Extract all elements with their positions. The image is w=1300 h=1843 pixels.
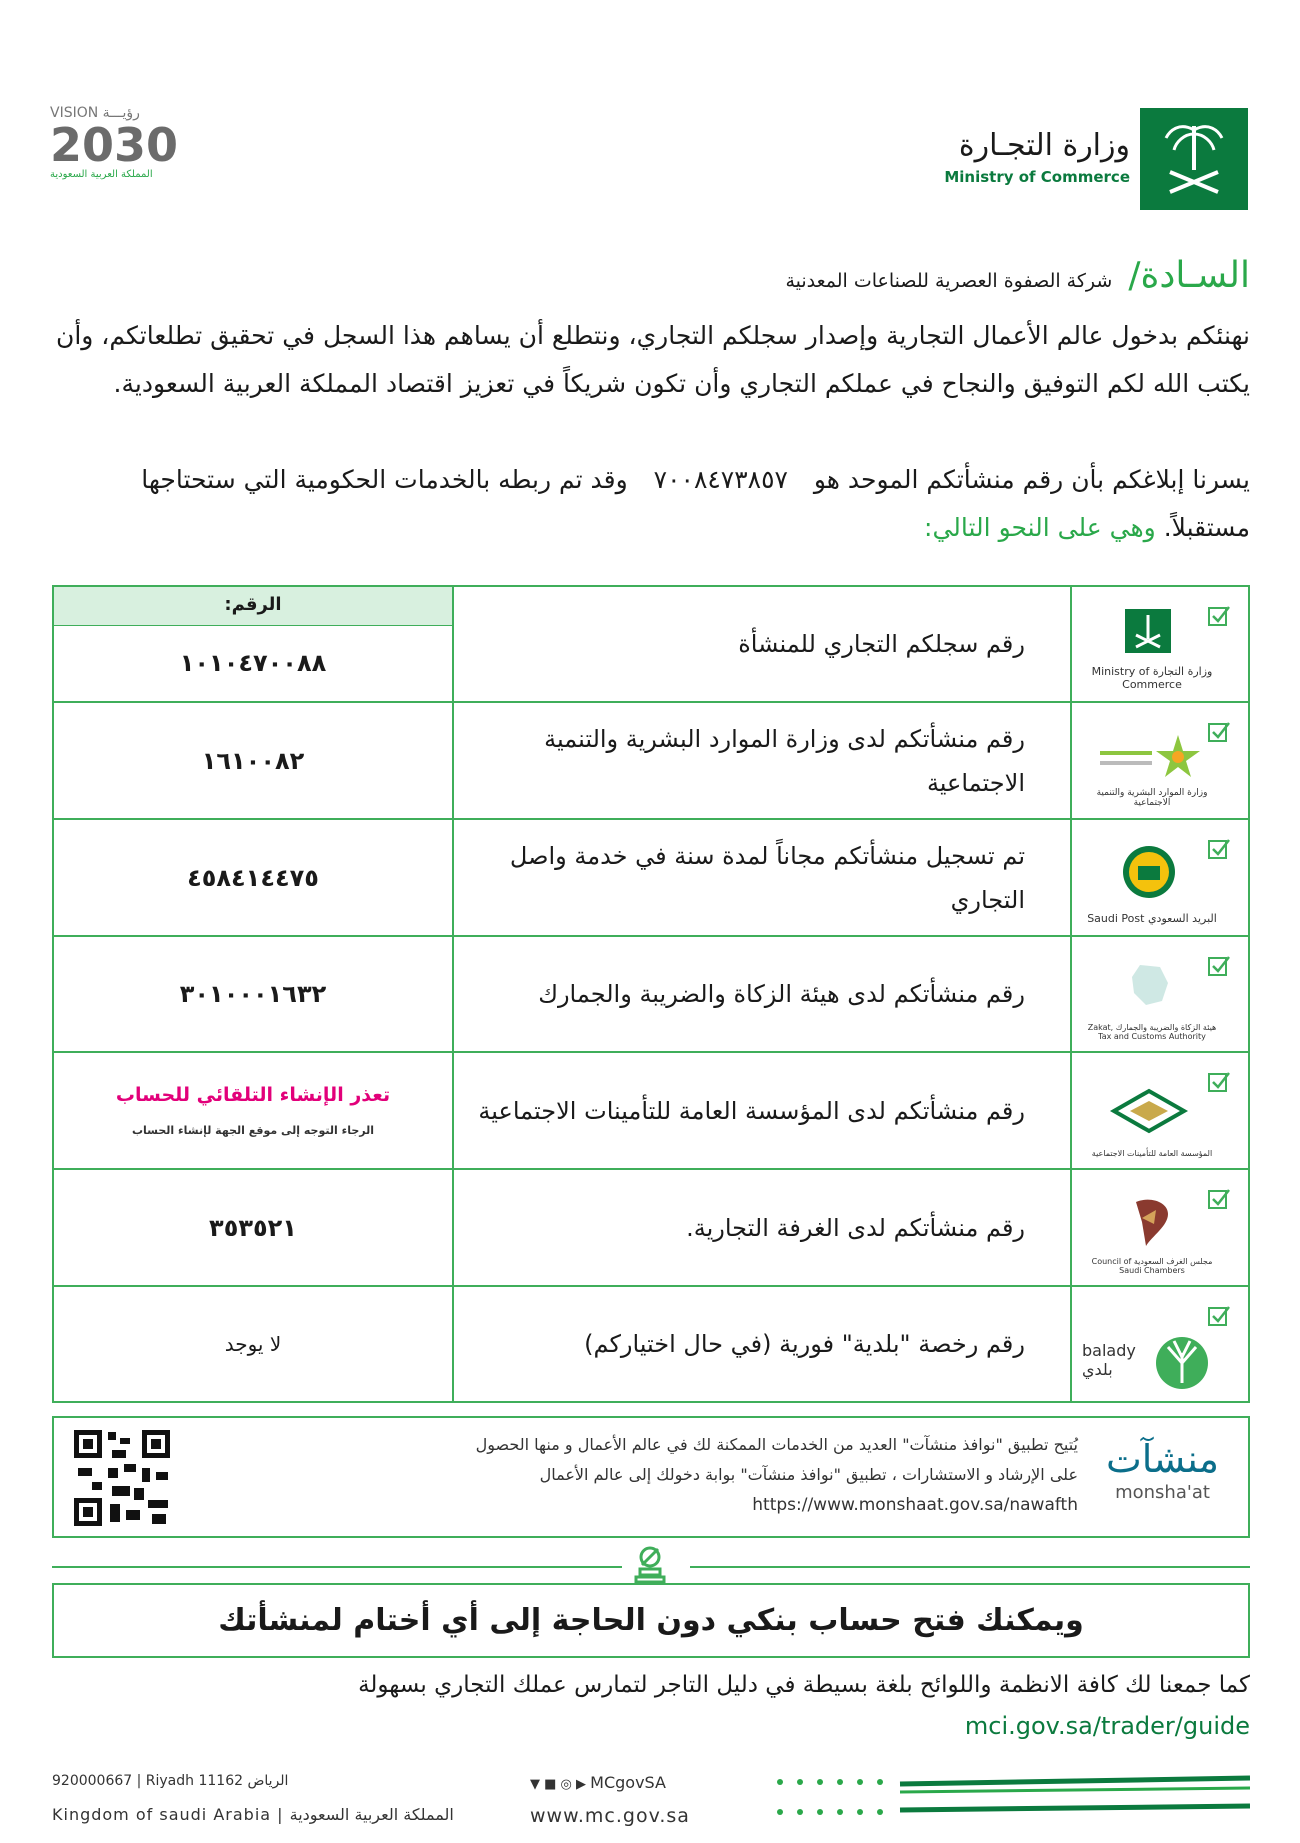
row-value: ٣٠١٠٠٠١٦٣٢ [179, 980, 327, 1008]
divider-left [52, 1566, 622, 1568]
divider-right [690, 1566, 1250, 1568]
salutation-title: السـادة/ [1128, 255, 1250, 296]
table-row [54, 820, 1248, 937]
row-label: رقم منشأتكم لدى هيئة الزكاة والضريبة والجمارك [452, 937, 1070, 1051]
number-column-header: الرقم: [54, 587, 452, 626]
row-logo-text: balady بلدي [1082, 1341, 1136, 1379]
footer-country: Kingdom of saudi Arabia | المملكة العربية السعودية [52, 1805, 454, 1824]
row-logo-text: مجلس الغرف السعودية Council of Saudi Chambers [1091, 1257, 1213, 1275]
zatca-map-icon [1090, 955, 1208, 1033]
hrsd-logo-cell [1070, 703, 1248, 818]
table-row [54, 1170, 1248, 1287]
gosi-logo-cell [1070, 1053, 1248, 1168]
checkbox-checked-icon [1208, 1071, 1230, 1093]
auto-creation-failed-text: تعذر الإنشاء التلقائي للحساب [115, 1084, 391, 1106]
checkbox-checked-icon [1208, 721, 1230, 743]
row-label: رقم منشأتكم لدى المؤسسة العامة للتأمينات الاجتماعية [452, 1053, 1070, 1168]
ministry-name-ar: وزارة التجـارة [958, 128, 1130, 163]
vision-sub: المملكة العربية السعودية [50, 169, 153, 180]
row-label: رقم رخصة "بلدية" فورية (في حال اختياركم) [452, 1287, 1070, 1401]
table-row [54, 1287, 1248, 1401]
company-name: شركة الصفوة العصرية للصناعات المعدنية [785, 270, 1113, 292]
trader-guide-text: كما جمعنا لك كافة الانظمة واللوائح بلغة بسيطة في دليل التاجر لتمارس عملك التجاري بسهولة [358, 1672, 1250, 1698]
saudi-post-icon [1090, 838, 1208, 916]
chambers-icon [1090, 1188, 1208, 1266]
table-row [54, 1053, 1248, 1170]
row-value: ١٦١٠٠٨٢ [201, 746, 305, 775]
row-logo-text: وزارة الموارد البشرية والتنمية الاجتماعية [1096, 788, 1208, 808]
unified-number: ٧٠٠٨٤٧٣٨٥٧ [653, 465, 788, 494]
monshaat-logo-ar: منشآت [1105, 1437, 1220, 1481]
monshaat-logo [1095, 1436, 1230, 1524]
social-handle[interactable]: MCgovSA [590, 1773, 666, 1792]
checkbox-checked-icon [1208, 838, 1230, 860]
row-logo-text: المؤسسة العامة للتأمينات الاجتماعية [1091, 1149, 1213, 1158]
unified-number-intro: يسرنا إبلاغكم بأن رقم منشأتكم الموحد هو [813, 465, 1250, 494]
row-logo-text: وزارة التجارة Ministry of Commerce [1091, 665, 1213, 691]
row-value: ١٠١٠٤٧٠٠٨٨ [179, 649, 327, 677]
ministry-emblem [1140, 108, 1248, 210]
trader-guide-link[interactable]: mci.gov.sa/trader/guide [964, 1712, 1250, 1740]
row-label: تم تسجيل منشأتكم مجاناً لمدة سنة في خدمة واصل التجاري [452, 820, 1070, 935]
ministry-commerce-logo-cell [1070, 587, 1248, 701]
checkbox-checked-icon [1208, 605, 1230, 627]
vision-2030-logo [50, 105, 200, 205]
unified-number-paragraph [55, 456, 1250, 552]
footer-website[interactable]: www.mc.gov.sa [530, 1805, 690, 1827]
monshaat-link[interactable]: https://www.monshaat.gov.sa/nawafth [752, 1495, 1078, 1515]
monshaat-line-1: يُتيح تطبيق "نوافذ منشآت" العديد من الخدمات الممكنة لك في عالم الأعمال و منها الحصول [475, 1435, 1078, 1454]
checkbox-checked-icon [1208, 1188, 1230, 1210]
services-intro: وهي على النحو التالي: [924, 513, 1156, 542]
social-icons[interactable]: ▼ ■ ◎ ▶ [530, 1777, 591, 1792]
bank-account-notice: ويمكنك فتح حساب بنكي دون الحاجة إلى أي أختام لمنشأتك [52, 1583, 1250, 1658]
unified-number-linked: وقد تم ربطه بالخدمات الحكومية التي ستحتاجها مستقبلاً. [141, 465, 1250, 542]
row-logo-text: هيئة الزكاة والضريبة والجمارك Zakat, Tax and Customs Authority [1087, 1023, 1217, 1041]
chambers-logo-cell [1070, 1170, 1248, 1285]
salutation [720, 255, 1250, 296]
row-label: رقم منشأتكم لدى الغرفة التجارية. [452, 1170, 1070, 1285]
row-value: ٣٥٣٥٢١ [209, 1213, 297, 1242]
footer-decoration [770, 1770, 1250, 1820]
footer-social [530, 1773, 666, 1792]
auto-creation-instructions: الرجاء التوجه إلى موقع الجهة لإنشاء الحساب [131, 1124, 375, 1137]
row-value: لا يوجد [224, 1332, 282, 1356]
footer-phone-address: 920000667 | Riyadh 11162 الرياض [52, 1773, 289, 1789]
row-value-error [54, 1053, 452, 1168]
table-row [54, 703, 1248, 820]
table-row [54, 937, 1248, 1053]
ministry-name-en: Ministry of Commerce [944, 168, 1130, 186]
row-label: رقم سجلكم التجاري للمنشأة [452, 587, 1070, 701]
row-logo-text: البريد السعودي Saudi Post [1087, 912, 1217, 925]
services-table [52, 585, 1250, 1403]
vision-year: 2030 [50, 118, 179, 172]
monshaat-banner [52, 1416, 1250, 1538]
table-row [54, 587, 1248, 703]
vision-label: VISION رؤيـــة [50, 105, 140, 121]
row-value: ٤٥٨٤١٤٤٧٥ [187, 863, 319, 892]
checkbox-checked-icon [1208, 1305, 1230, 1327]
saudi-post-logo-cell [1070, 820, 1248, 935]
palm-swords-icon [1140, 108, 1248, 210]
zatca-logo-cell [1070, 937, 1248, 1051]
checkbox-checked-icon [1208, 955, 1230, 977]
row-label: رقم منشأتكم لدى وزارة الموارد البشرية والتنمية الاجتماعية [452, 703, 1070, 818]
balady-logo-cell [1070, 1287, 1248, 1401]
monshaat-line-2: على الإرشاد و الاستشارات ، تطبيق "نوافذ منشآت" بوابة دخولك إلى عالم الأعمال [539, 1465, 1078, 1484]
monshaat-logo-en: monsha'at [1115, 1482, 1210, 1503]
no-stamp-icon [632, 1545, 668, 1585]
gosi-icon [1090, 1071, 1208, 1149]
qr-code-icon[interactable] [72, 1428, 172, 1528]
congrats-paragraph: نهنئكم بدخول عالم الأعمال التجارية وإصدار سجلكم التجاري، ونتطلع أن يساهم هذا السجل في تحقيق تطلعاتكم، وأن يكتب الله لكم التوفيق والنجاح في عملكم التجاري وأن تكون شريكاً في تعزيز اقتصاد المملكة العربية السعودية. [55, 321, 1250, 398]
monshaat-description [358, 1430, 1078, 1520]
